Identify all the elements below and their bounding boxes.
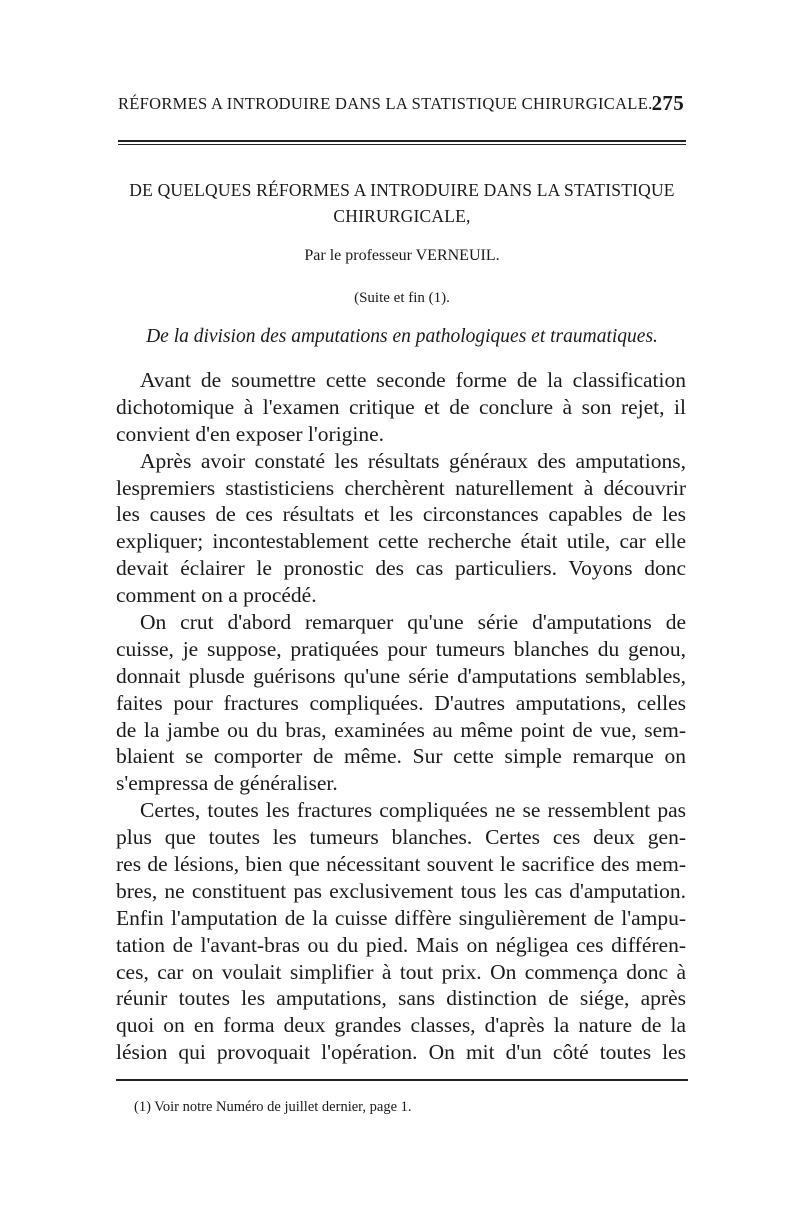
page-number: 275: [651, 91, 684, 115]
body-line: faites pour fractures compliquées. D'autres amputations, celles: [116, 690, 686, 715]
body-line: comment on a procédé.: [116, 583, 317, 608]
article-title: [112, 177, 692, 229]
section-heading: De la division des amputations en pathologiques et traumatiques.: [146, 326, 658, 347]
body-line: dichotomique à l'examen critique et de conclure à son rejet, il: [116, 394, 686, 419]
body-line: expliquer; incontestablement cette recherche était utile, car elle: [116, 529, 686, 554]
body-line: s'empressa de généraliser.: [116, 771, 338, 796]
body-line: ces, car on voulait simplifier à tout prix. On commença donc à: [116, 959, 686, 984]
body-line: bres, ne constituent pas exclusivement tous les cas d'amputation.: [116, 878, 686, 903]
body-line: de la jambe ou du bras, examinées au même point de vue, sem-: [116, 717, 686, 742]
body-line: tation de l'avant-bras ou du pied. Mais on négligea ces différen-: [116, 932, 686, 957]
body-line: réunir toutes les amputations, sans distinction de siége, après: [116, 986, 686, 1011]
body-line: Certes, toutes les fractures compliquées ne se ressemblent pas: [140, 798, 686, 823]
body-line: donnait plusde guérisons qu'une série d'amputations semblables,: [116, 663, 686, 688]
body-line: Avant de soumettre cette seconde forme de la classification: [140, 368, 686, 392]
body-line: Enfin l'amputation de la cuisse diffère singulièrement de l'ampu-: [116, 905, 686, 930]
body-line: On crut d'abord remarquer qu'une série d'amputations de: [140, 610, 686, 635]
continuation-note: (Suite et fin (1).: [354, 290, 450, 306]
body-line: quoi on en forma deux grandes classes, d'après la nature de la: [116, 1013, 686, 1038]
body-line: lespremiers stastisticiens cherchèrent naturellement à découvrir: [116, 475, 686, 500]
running-head-title: RÉFORMES A INTRODUIRE DANS LA STATISTIQUE CHIRURGICALE.: [118, 94, 653, 113]
footnote: (1) Voir notre Numéro de juillet dernier, page 1.: [134, 1099, 412, 1115]
author-line: Par le professeur VERNEUIL.: [304, 247, 500, 264]
header-rule: [118, 140, 686, 145]
article-title-line-2: CHIRURGICALE,: [333, 206, 471, 226]
article-title-line-1: DE QUELQUES RÉFORMES A INTRODUIRE DANS LA STATISTIQUE: [129, 180, 675, 200]
body-line: devait éclairer le pronostic des cas particuliers. Voyons donc: [116, 556, 686, 581]
body-line: res de lésions, bien que nécessitant souvent le sacrifice des mem-: [116, 852, 686, 877]
body-line: blaient se comporter de même. Sur cette simple remarque on: [116, 744, 686, 769]
running-head: [118, 91, 684, 115]
body-text: [116, 367, 686, 1066]
body-line: plus que toutes les tumeurs blanches. Certes ces deux gen-: [116, 825, 686, 850]
body-line: convient d'en exposer l'origine.: [116, 421, 385, 446]
footnote-rule: [116, 1079, 688, 1081]
body-line: lésion qui provoquait l'opération. On mit d'un côté toutes les: [116, 1040, 686, 1065]
body-line: les causes de ces résultats et les circonstances capables de les: [116, 502, 686, 527]
body-line: Après avoir constaté les résultats généraux des amputations,: [140, 448, 686, 473]
body-line: cuisse, je suppose, pratiquées pour tumeurs blanches du genou,: [116, 636, 686, 661]
